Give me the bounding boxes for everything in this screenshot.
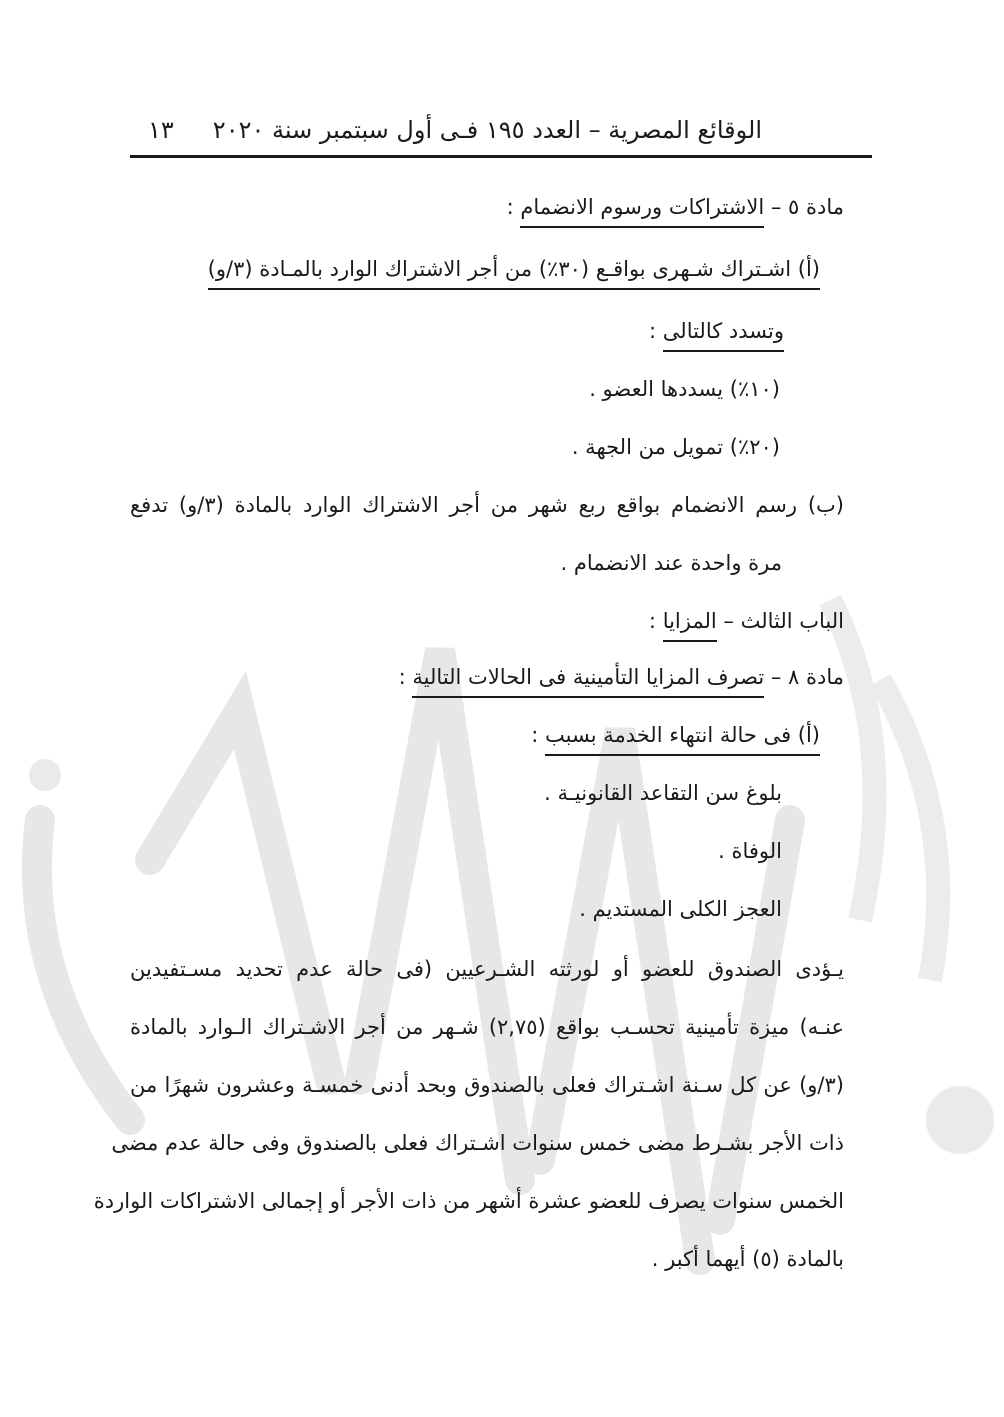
- chapter-3-title: المزايا: [663, 606, 717, 642]
- case-a-text: (أ) فى حالة انتهاء الخدمة بسبب: [545, 720, 820, 756]
- entity-share-line: (٢٠٪) تمويل من الجهة .: [571, 435, 780, 459]
- benefit-paragraph-line: ذات الأجر بشـرط مضى خمس سنوات اشـتراك فعلى بالصندوق وفى حالة عدم مضى: [111, 1131, 844, 1155]
- benefit-paragraph-line: عنـه) ميزة تأمينية تحسـب بواقع (٢,٧٥) شـهر من أجر الاشـتراك الـوارد بالمادة: [130, 1015, 844, 1039]
- disability-item: العجز الكلى المستديم .: [579, 897, 782, 921]
- article-5-number: مادة ٥ –: [764, 195, 844, 219]
- chapter-3-heading: [649, 604, 844, 640]
- case-a-heading: [531, 718, 820, 754]
- page-number: ١٣: [148, 116, 174, 144]
- benefit-paragraph-last-line: بالمادة (٥) أيهما أكبر .: [651, 1247, 844, 1271]
- case-a-colon: :: [531, 723, 545, 747]
- page-header: [130, 112, 872, 152]
- benefit-paragraph-line: الخمس سنوات يصرف للعضو عشرة أشهر من ذات الأجر أو إجمالى الاشتراكات الواردة: [93, 1189, 844, 1213]
- payment-intro-text: وتسدد كالتالى: [663, 316, 784, 352]
- payment-intro-colon: :: [649, 319, 663, 343]
- death-item: الوفاة .: [718, 839, 782, 863]
- clause-a-text: (أ) اشـتراك شـهرى بواقـع (٣٠٪) من أجر الاشتراك الوارد بالمـادة (٣/و): [208, 254, 820, 290]
- gazette-title: الوقائع المصرية – العدد ١٩٥ فـى أول سبتمبر سنة ٢٠٢٠: [212, 116, 762, 144]
- member-share-line: (١٠٪) يسددها العضو .: [589, 377, 780, 401]
- benefit-paragraph-line: (٣/و) عن كل سـنة اشـتراك فعلى بالصندوق وبحد أدنى خمسـة وعشرون شهرًا من: [130, 1073, 844, 1097]
- clause-b-line-2: مرة واحدة عند الانضمام .: [560, 551, 782, 575]
- payment-intro: [649, 314, 784, 350]
- retirement-item: بلوغ سن التقاعد القانونيـة .: [544, 781, 782, 805]
- header-divider: [130, 155, 872, 158]
- clause-a-line: [208, 252, 820, 288]
- article-8-number: مادة ٨ –: [764, 665, 844, 689]
- chapter-3-number: الباب الثالث –: [716, 609, 844, 633]
- article-8-colon: :: [398, 665, 413, 689]
- clause-b-line-1: (ب) رسم الانضمام بواقع ربع شهر من أجر الاشتراك الوارد بالمادة (٣/و) تدفع: [130, 493, 844, 517]
- benefit-paragraph-line: يـؤدى الصندوق للعضو أو لورثته الشـرعيين (فى حالة عدم تحديد مسـتفيدين: [130, 957, 844, 981]
- article-5-heading: [507, 190, 844, 226]
- chapter-3-colon: :: [648, 609, 663, 633]
- article-5-colon: :: [506, 195, 521, 219]
- article-8-title: تصرف المزايا التأمينية فى الحالات التالية: [412, 662, 764, 698]
- article-8-heading: [399, 660, 844, 696]
- article-5-title: الاشتراكات ورسوم الانضمام: [520, 192, 764, 228]
